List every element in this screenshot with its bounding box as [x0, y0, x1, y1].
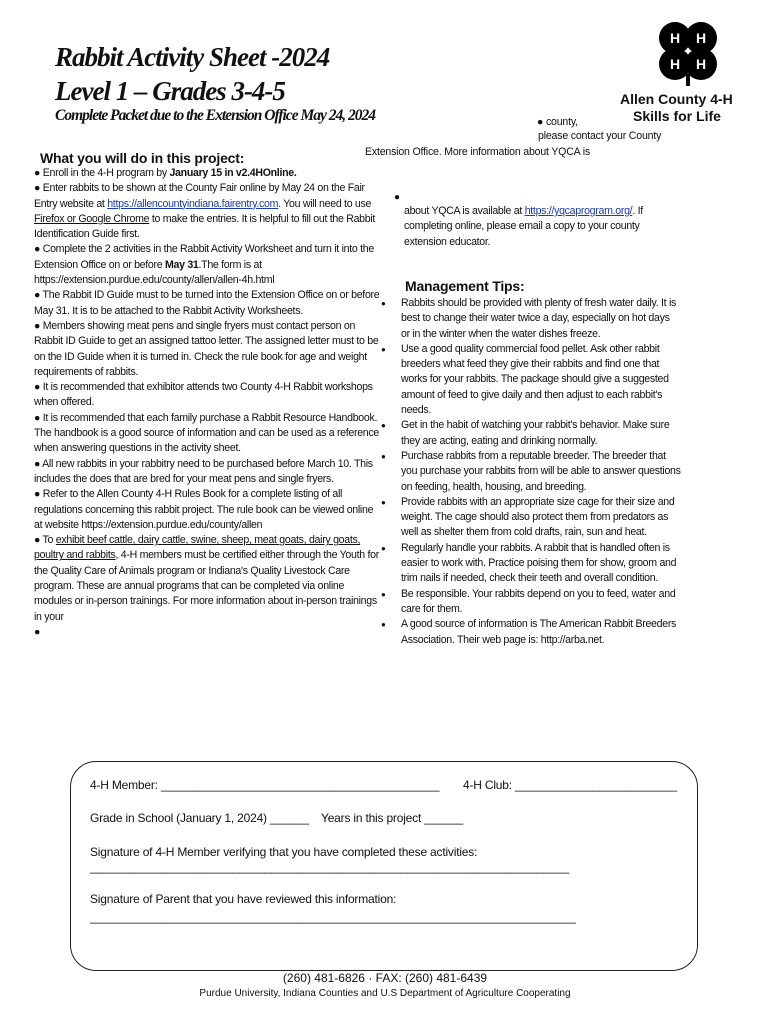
tip-item: ● Purchase rabbits from a reputable breeder. The breeder that you purchase your rabbits from will be able to answer questions on feeding, health, housing, and breeding.	[381, 449, 681, 495]
project-list	[34, 166, 384, 640]
org-tagline: Skills for Life	[633, 108, 721, 124]
years-field[interactable]: Years in this project ______	[321, 811, 464, 825]
yqca-more-info-text: Extension Office. More information about YQCA is	[365, 146, 590, 158]
tips-list	[381, 296, 681, 648]
tip-item: ● Use a good quality commercial food pellet. Ask other rabbit breeders what feed they give their rabbits and find one that works for your rabbits. The package should give a suggested amount of feed to give daily and then adjust to each rabbit's needs.	[381, 342, 681, 418]
fairentry-link[interactable]: https://allencountyindiana.fairentry.com	[107, 197, 279, 210]
club-field[interactable]: 4-H Club: _________________________	[463, 778, 677, 792]
yqca-availability: about YQCA is available at https://yqcaprogram.org/. If completing online, please email a copy to your county extension educator.	[404, 205, 643, 248]
tip-item: ● Get in the habit of watching your rabbit's behavior. Make sure they are acting, eating and drinking normally.	[381, 418, 681, 449]
tip-item: ● Be responsible. Your rabbits depend on you to feed, water and care for them.	[381, 587, 681, 618]
list-item: ● Refer to the Allen County 4-H Rules Book for a complete listing of all regulations concerning this rabbit project. The rule book can be viewed online at website https://extension.purdue.edu/county/allen	[34, 488, 374, 531]
tips-heading: Management Tips:	[405, 278, 525, 294]
list-item: ● Enter rabbits to be shown at the County Fair online by May 24 on the Fair Entry website at https://allencountyindiana.fairentry.com. You will need to use Firefox or Google Chrome to make the entries. It is helpful to fill out the Rabbit Identification Guide first.	[34, 182, 376, 241]
list-item: ● Complete the 2 activities in the Rabbit Activity Worksheet and turn it into the Extension Office on or before May 31.The form is at https://extension.purdue.edu/county/allen/allen-4h.html	[34, 243, 374, 287]
member-signature-line[interactable]: __________________________________________________________________________	[90, 860, 570, 874]
svg-text:H: H	[669, 56, 681, 72]
title-line-1: Rabbit Activity Sheet -2024	[55, 42, 330, 72]
list-item: ● It is recommended that each family purchase a Rabbit Resource Handbook. The handbook is a good source of information and can be used as a reference when answering questions in the activity sheet.	[34, 411, 379, 455]
yqca-link[interactable]: https://yqcaprogram.org/	[524, 205, 633, 217]
list-item: ● It is recommended that exhibitor attends two County 4-H Rabbit workshops when offered.	[34, 381, 373, 409]
title-line-3: Complete Packet due to the Extension Office May 24, 2024	[55, 107, 375, 124]
yqca-contact-text: please contact your County	[538, 130, 662, 142]
four-leaf-clover-h-icon	[655, 18, 721, 88]
parent-signature-line[interactable]: ___________________________________________________________________________	[90, 910, 576, 924]
svg-text:H: H	[695, 30, 707, 46]
grade-field[interactable]: Grade in School (January 1, 2024) ______	[90, 811, 309, 825]
org-name: Allen County 4-H	[620, 91, 733, 107]
list-item: ● Members showing meat pens and single fryers must contact person on Rabbit ID Guide to get an assigned tattoo letter. The assigned letter must to be on the ID Guide when it is turned in. Check the rule book for age and weight requirements of rabbits.	[34, 319, 379, 378]
list-item: ●	[34, 625, 41, 638]
svg-text:H: H	[669, 30, 681, 46]
list-item: ● To exhibit beef cattle, dairy cattle, swine, sheep, meat goats, dairy goats, poultry and rabbits, 4-H members must be certified either through the Youth for the Quality Care of Animals program or Indiana's Quality Livestock Care program. These are annual programs that can be completed via online modules or in-person trainings. For more information about in-person trainings in your	[34, 534, 379, 623]
project-heading: What you will do in this project:	[40, 150, 245, 166]
title-line-2: Level 1 – Grades 3-4-5	[55, 76, 285, 106]
svg-text:H: H	[695, 56, 707, 72]
list-item: ● Enroll in the 4-H program by January 15 in v2.4HOnline.	[34, 167, 297, 179]
list-item: ● The Rabbit ID Guide must to be turned into the Extension Office on or before May 31. It is to be attached to the Rabbit Activity Worksheets.	[34, 289, 380, 317]
list-item: ● All new rabbits in your rabbitry need to be purchased before March 10. This includes the does that are bred for your meat pens and single fryers.	[34, 457, 373, 485]
member-signature-label: Signature of 4-H Member verifying that you have completed these activities:	[90, 845, 478, 859]
footer-cooperating: Purdue University, Indiana Counties and U.S Department of Agriculture Cooperating	[199, 988, 571, 999]
tip-item: ● Provide rabbits with an appropriate size cage for their size and weight. The cage should also protect them from predators as well as shelter them from cold drafts, rain, sun and heat.	[381, 495, 681, 541]
parent-signature-label: Signature of Parent that you have reviewed this information:	[90, 892, 397, 906]
tip-item: ● Regularly handle your rabbits. A rabbit that is handled often is easier to work with. Practice poising them for show, groom and trim nails if needed, check their teeth and overall condition.	[381, 541, 681, 587]
footer-contact: (260) 481-6826 · FAX: (260) 481-6439	[282, 971, 488, 985]
tip-item: ● Rabbits should be provided with plenty of fresh water daily. It is best to change their water twice a day, especially on hot days or in the winter when the water dishes freeze.	[381, 296, 681, 342]
member-name-field[interactable]: 4-H Member: ___________________________________________	[90, 778, 440, 792]
tip-item: ● A good source of information is The American Rabbit Breeders Association. Their web page is: http://arba.net.	[381, 617, 681, 648]
yqca-bullet: ●	[394, 192, 400, 203]
yqca-county-text: ● county,	[537, 116, 578, 128]
